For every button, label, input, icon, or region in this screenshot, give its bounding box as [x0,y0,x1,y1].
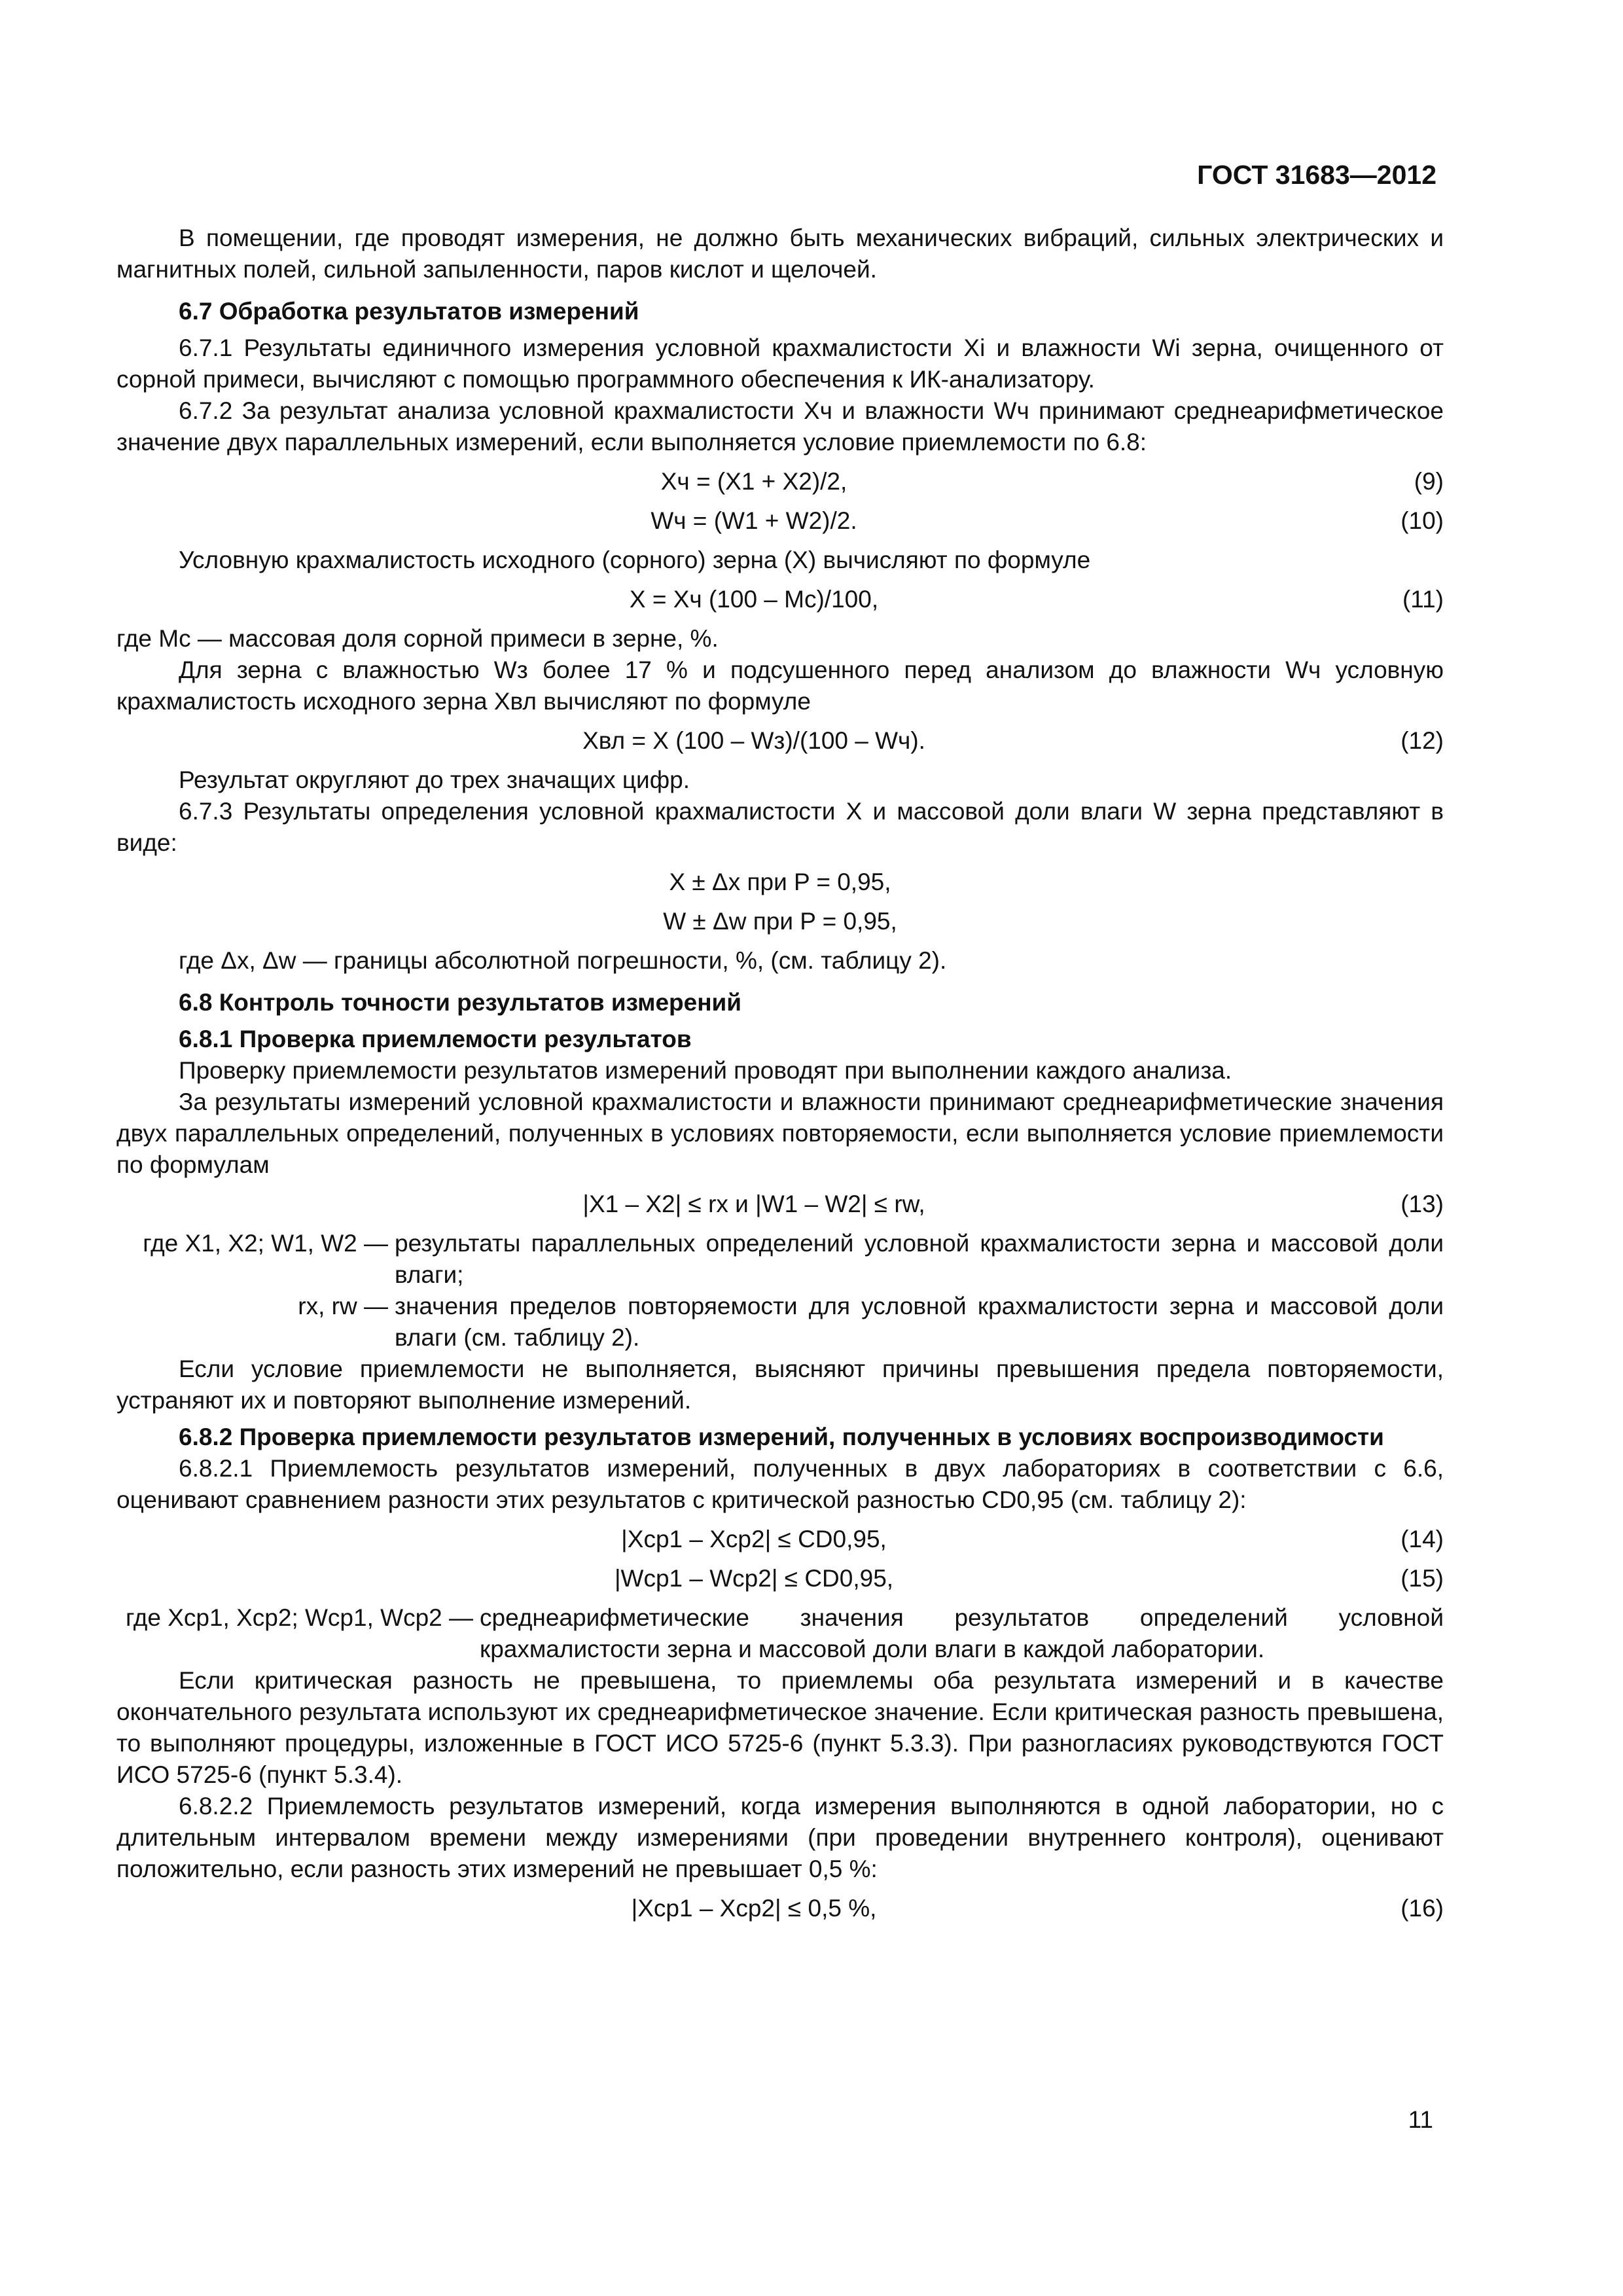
paragraph-6-8-2-2: 6.8.2.2 Приемлемость результатов измерений, когда измерения выполняются в одной лаборатории, но с длительным интервалом времени между измерениями (при проведении внутреннего контроля), оценивают положительно, если разность этих измерений не превышает 0,5 %: [116,1793,1444,1882]
formula-16-number: (16) [1400,1895,1444,1922]
formula-12 [116,725,1444,757]
formula-10-number: (10) [1400,507,1444,534]
where-term: где X1, X2; W1, W2 — [143,1230,388,1257]
paragraph-starch-formula: Условную крахмалистость исходного (сорного) зерна (X) вычисляют по формуле [179,547,1091,573]
formula-15-expr: |Wср1 – Wср2| ≤ CD0,95, [614,1565,894,1592]
paragraph-critical-difference: Если критическая разность не превышена, то приемлемы оба результата измерений и в качестве окончательного результата используют их среднеарифметическое значение. Если критическая разность превышена, то выполняют процедуры, изложенные в ГОСТ ИСО 5725-6 (пункт 5.3.3). При разногласиях руководствуются ГОСТ ИСО 5725-6 (пункт 5.3.4). [116,1667,1444,1788]
where-list-13-item-2 [116,1291,1444,1354]
formula-15-number: (15) [1400,1565,1444,1592]
formula-w-delta [116,906,1444,937]
paragraph-acceptability-condition: За результаты измерений условной крахмалистости и влажности принимают среднеарифметические значения двух параллельных определений, полученных в условиях повторяемости, если выполняется условие приемлемости по формулам [116,1088,1444,1178]
section-6-7-title: 6.7 Обработка результатов измерений [179,298,639,325]
paragraph-acceptability-check: Проверку приемлемости результатов измерений проводят при выполнении каждого анализа. [179,1057,1232,1084]
formula-14-number: (14) [1400,1526,1444,1552]
intro-paragraph: В помещении, где проводят измерения, не должно быть механических вибраций, сильных электрических и магнитных полей, сильной запыленности, паров кислот и щелочей. [116,224,1444,283]
formula-10 [116,505,1444,537]
paragraph-where-mc: где Mс — массовая доля сорной примеси в зерне, %. [116,625,719,652]
paragraph-6-7-2: 6.7.2 За результат анализа условной крахмалистости Xч и влажности Wч принимают среднеарифметическое значение двух параллельных измерений, если выполняется условие приемлемости по 6.8: [116,397,1444,456]
formula-x-delta-expr: X ± Δx при P = 0,95, [669,869,891,895]
where-description: значения пределов повторяемости для условной крахмалистости зерна и массовой доли влаги (см. таблицу 2). [395,1293,1444,1351]
paragraph-where-delta: где Δx, Δw — границы абсолютной погрешности, %, (см. таблицу 2). [179,947,947,974]
where-term: rx, rw — [298,1293,388,1319]
formula-9-number: (9) [1414,468,1444,495]
formula-14-expr: |Xср1 – Xср2| ≤ CD0,95, [621,1526,887,1552]
section-6-8-title: 6.8 Контроль точности результатов измерений [179,989,742,1016]
paragraph-6-8-2-1: 6.8.2.1 Приемлемость результатов измерений, полученных в двух лабораториях в соответствии с 6.6, оценивают сравнением разности этих результатов с критической разностью CD0,95 (см. таблицу 2): [116,1455,1444,1513]
formula-15 [116,1563,1444,1594]
formula-9-expr: Xч = (X1 + X2)/2, [660,468,847,495]
section-6-8-1-title: 6.8.1 Проверка приемлемости результатов [179,1026,692,1052]
paragraph-repeatability-failure: Если условие приемлемости не выполняется, выясняют причины превышения предела повторяемости, устраняют их и повторяют выполнение измерений. [116,1355,1444,1414]
formula-12-number: (12) [1400,727,1444,754]
formula-14 [116,1524,1444,1555]
formula-12-expr: Xвл = X (100 – Wз)/(100 – Wч). [582,727,925,754]
where-description: среднеарифметические значения результатов определений условной крахмалистости зерна и массовой доли влаги в каждой лаборатории. [480,1604,1444,1662]
formula-9 [116,466,1444,497]
formula-13-expr: |X1 – X2| ≤ rx и |W1 – W2| ≤ rw, [582,1191,925,1217]
formula-13-number: (13) [1400,1191,1444,1217]
where-list-13-item-1 [116,1228,1444,1291]
section-6-8-2-title: 6.8.2 Проверка приемлемости результатов измерений, полученных в условиях воспроизводимости [179,1424,1384,1450]
formula-w-delta-expr: W ± Δw при P = 0,95, [663,908,897,935]
formula-11-expr: X = Xч (100 – Mс)/100, [629,586,879,613]
paragraph-rounding: Результат округляют до трех значащих цифр. [179,766,690,793]
where-description: результаты параллельных определений условной крахмалистости зерна и массовой доли влаги; [395,1230,1444,1288]
where-list-15-item [116,1602,1444,1665]
formula-13 [116,1189,1444,1220]
paragraph-6-7-3: 6.7.3 Результаты определения условной крахмалистости X и массовой доли влаги W зерна представляют в виде: [116,798,1444,856]
formula-16 [116,1893,1444,1924]
paragraph-6-7-1: 6.7.1 Результаты единичного измерения условной крахмалистости Xi и влажности Wi зерна, очищенного от сорной примеси, вычисляют с помощью программного обеспечения к ИК-анализатору. [116,334,1444,393]
page-number: 11 [1408,2106,1433,2133]
formula-11 [116,584,1444,615]
where-term: где Xср1, Xср2; Wср1, Wср2 — [125,1604,473,1631]
formula-10-expr: Wч = (W1 + W2)/2. [651,507,857,534]
standard-header: ГОСТ 31683—2012 [1197,160,1436,190]
formula-11-number: (11) [1402,586,1444,613]
formula-x-delta [116,867,1444,898]
page-content [116,223,1444,1932]
paragraph-moisture: Для зерна с влажностью Wз более 17 % и подсушенного перед анализом до влажности Wч условную крахмалистость исходного зерна Xвл вычисляют по формуле [116,656,1444,715]
formula-16-expr: |Xср1 – Xср2| ≤ 0,5 %, [631,1895,877,1922]
